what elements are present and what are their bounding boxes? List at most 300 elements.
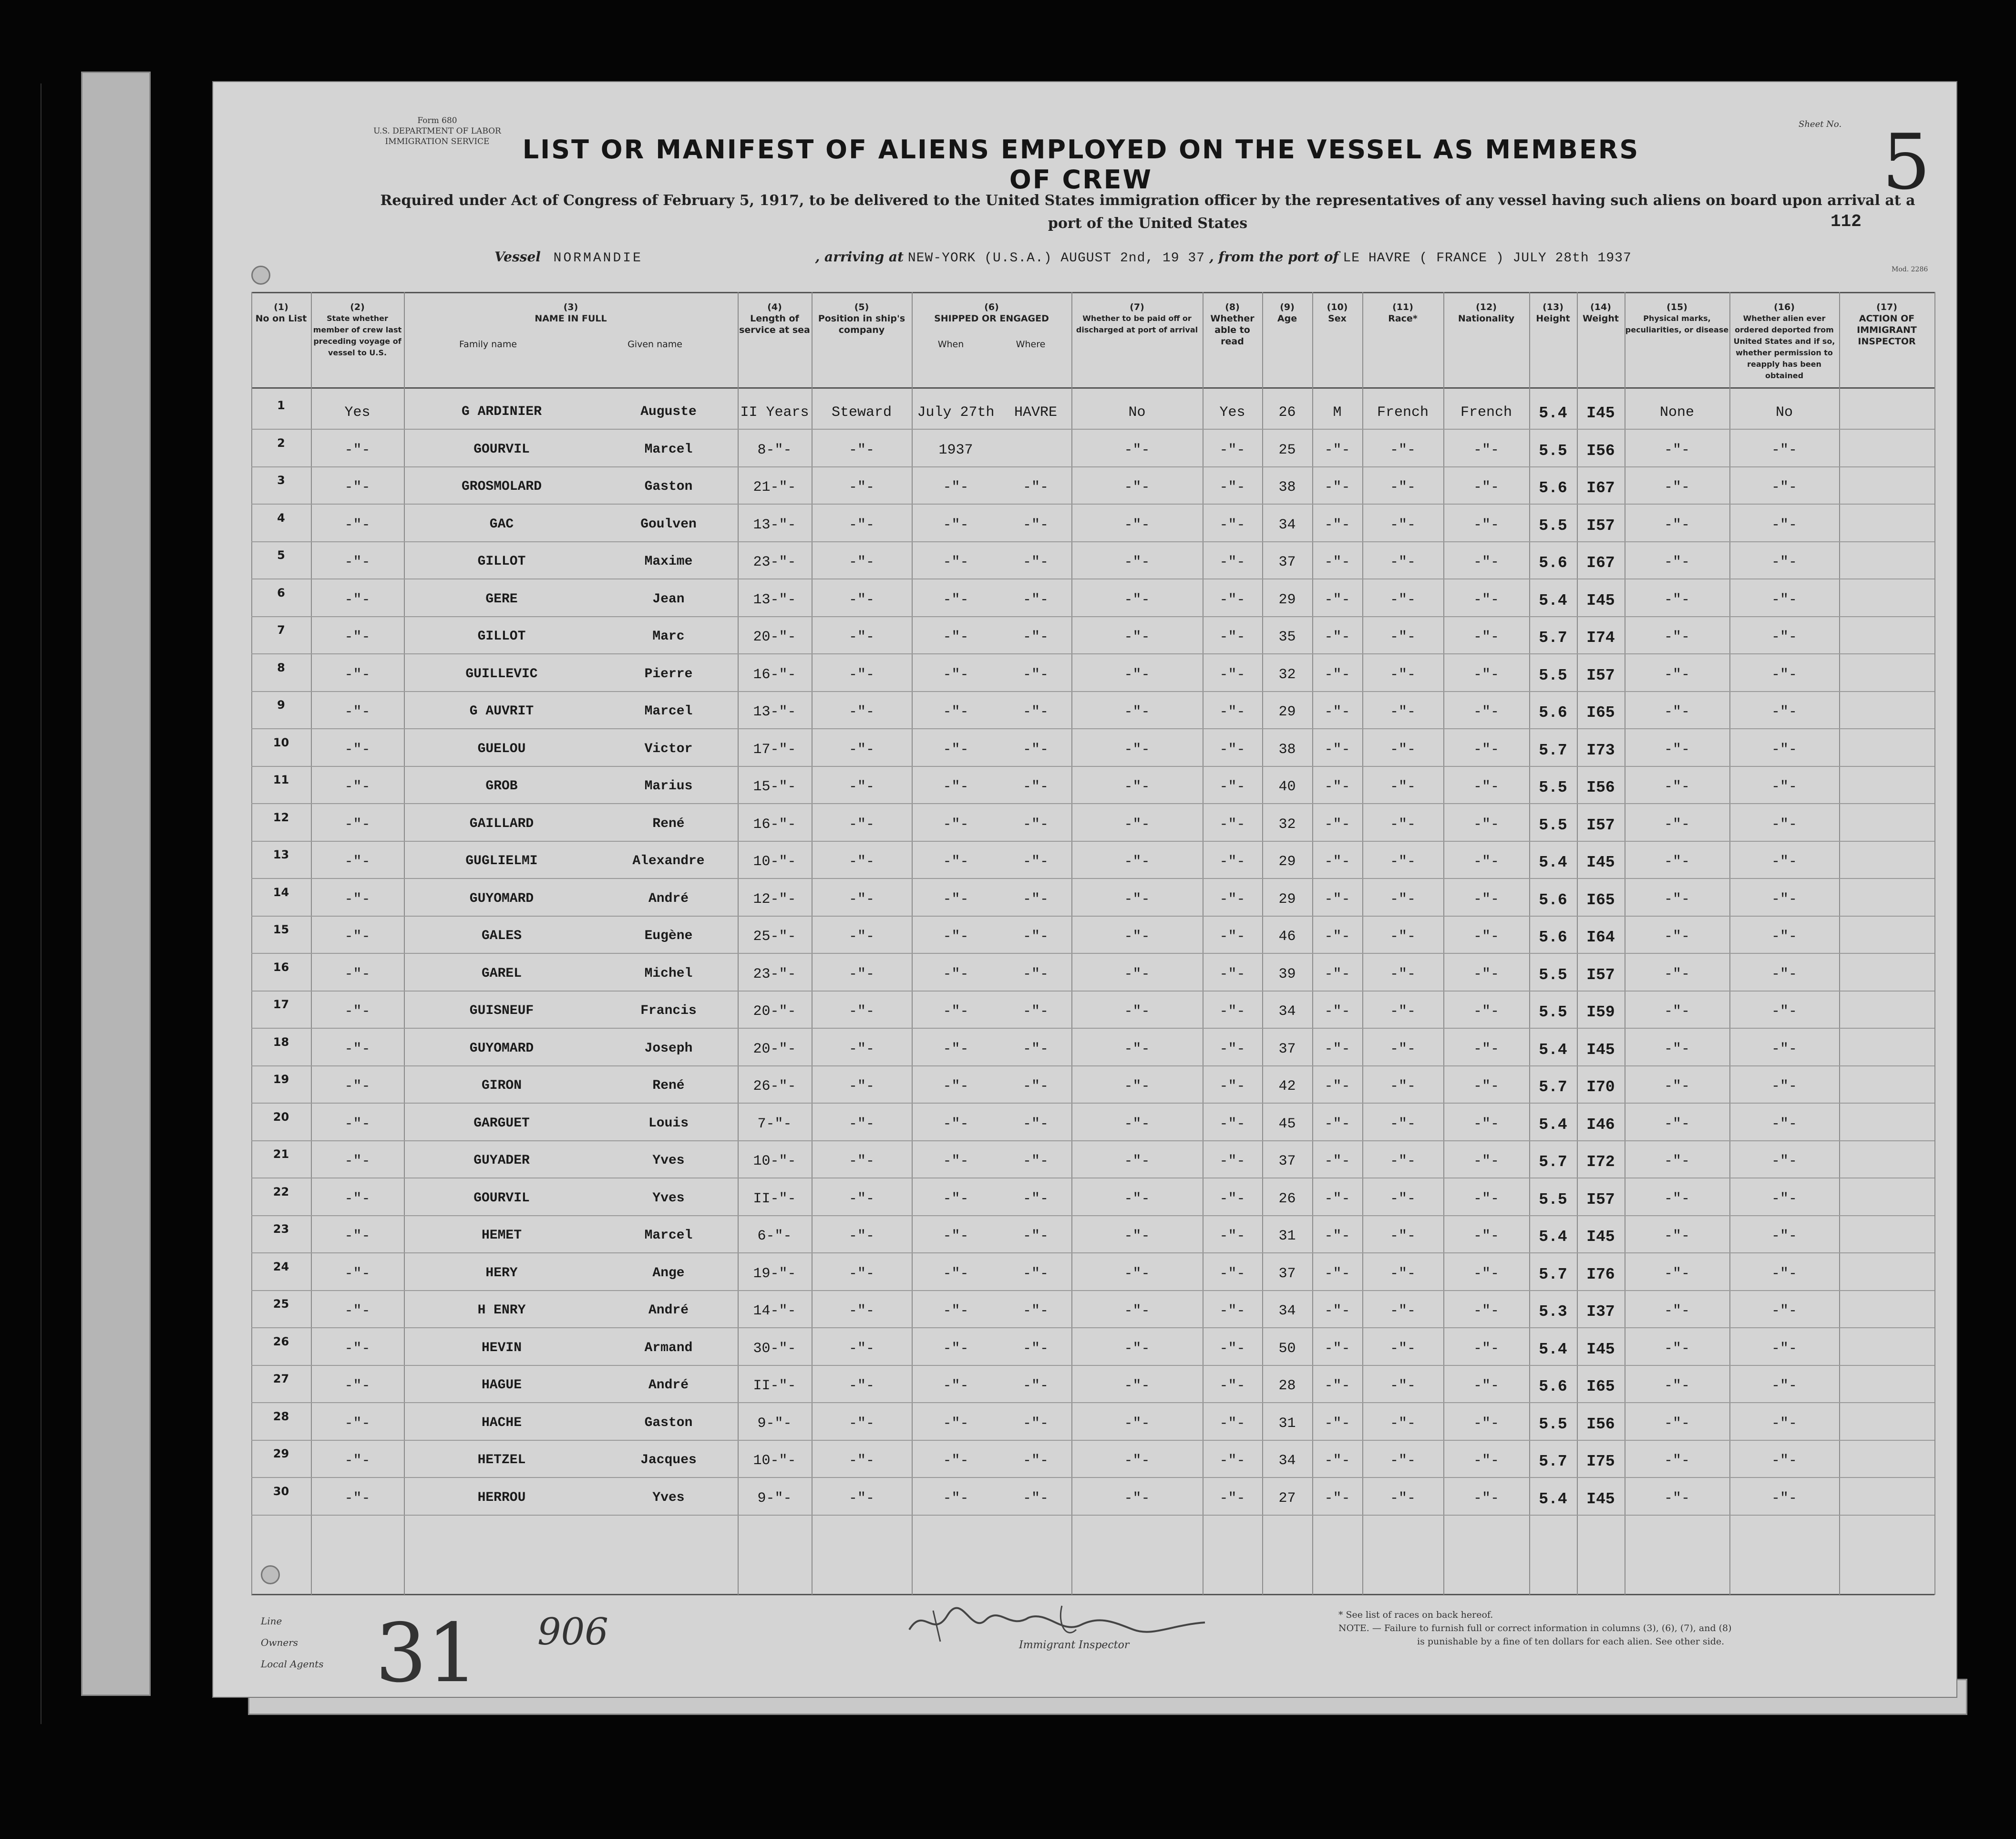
cell-prev: -"- [344, 966, 370, 982]
cell-height: 5.5 [1539, 1190, 1567, 1209]
cell-paid: -"- [1124, 666, 1150, 683]
cell-paid: -"- [1124, 854, 1150, 870]
cell-no: 9 [277, 698, 285, 712]
cell-given: Gaston [644, 1415, 693, 1430]
table-row [213, 1178, 1958, 1216]
cell-marks: -"- [1664, 741, 1690, 758]
cell-age: 38 [1278, 479, 1296, 496]
column-label: Nationality [1458, 313, 1515, 324]
cell-service: 6-"- [757, 1228, 792, 1244]
cell-service: 20-"- [753, 1003, 796, 1020]
cell-paid: -"- [1124, 966, 1150, 982]
cell-height: 5.6 [1539, 929, 1567, 946]
cell-age: 37 [1278, 554, 1296, 570]
cell-read: -"- [1219, 966, 1245, 982]
column-header [1625, 301, 1729, 336]
cell-service: 13-"- [753, 704, 796, 720]
cell-paid: -"- [1124, 1228, 1150, 1244]
cell-age: 34 [1278, 517, 1296, 533]
cell-position: -"- [848, 629, 874, 645]
cell-no: 21 [273, 1147, 289, 1161]
cell-read: -"- [1219, 1490, 1245, 1507]
cell-position: -"- [848, 1378, 874, 1394]
cell-deported: -"- [1771, 1153, 1797, 1169]
cell-position: -"- [848, 966, 874, 982]
cell-when: -"- [943, 554, 969, 570]
column-number: (11) [1392, 302, 1413, 312]
cell-service: II Years [740, 404, 809, 421]
vessel-label: Vessel [494, 249, 541, 265]
cell-given: Ange [652, 1265, 685, 1281]
owners-label: Owners [261, 1637, 298, 1648]
column-label: ACTION OF IMMIGRANT INSPECTOR [1857, 313, 1917, 347]
cell-height: 5.7 [1539, 1265, 1567, 1283]
cell-marks: -"- [1664, 1303, 1690, 1319]
cell-where: -"- [1022, 929, 1049, 945]
cell-position: -"- [848, 1340, 874, 1357]
column-label: Height [1536, 313, 1570, 324]
cell-read: -"- [1219, 779, 1245, 795]
table-row [213, 1440, 1958, 1478]
cell-family: GUGLIELMI [465, 854, 538, 868]
cell-marks: -"- [1664, 442, 1690, 458]
cell-read: -"- [1219, 1265, 1245, 1282]
cell-deported: -"- [1771, 666, 1797, 683]
column-label: NAME IN FULL [535, 313, 607, 324]
cell-given: Pierre [644, 666, 693, 682]
cell-where: -"- [1022, 1003, 1049, 1020]
cell-when: -"- [943, 666, 969, 683]
cell-weight: I67 [1586, 479, 1615, 497]
cell-deported: -"- [1771, 816, 1797, 833]
cell-deported: -"- [1771, 1378, 1797, 1394]
cell-prev: -"- [344, 929, 370, 945]
cell-where: -"- [1022, 779, 1049, 795]
cell-position: -"- [848, 666, 874, 683]
cell-when: -"- [943, 704, 969, 720]
cell-service: 30-"- [753, 1340, 796, 1357]
cell-weight: I45 [1586, 1340, 1615, 1358]
cell-height: 5.6 [1539, 554, 1567, 572]
cell-no: 23 [273, 1222, 289, 1236]
column-label: Position in ship's company [818, 313, 905, 335]
cell-race: -"- [1389, 591, 1416, 608]
cell-race: -"- [1389, 891, 1416, 908]
cell-no: 7 [277, 623, 285, 637]
cell-weight: I64 [1586, 929, 1615, 946]
table-row [213, 841, 1958, 879]
cell-race: -"- [1389, 1228, 1416, 1244]
cell-where: -"- [1022, 1078, 1049, 1095]
cell-sex: -"- [1324, 1453, 1350, 1469]
cell-marks: -"- [1664, 1153, 1690, 1169]
cell-service: II-"- [753, 1190, 796, 1207]
cell-read: -"- [1219, 1415, 1245, 1432]
cell-no: 26 [273, 1334, 289, 1348]
table-row [213, 916, 1958, 954]
cell-read: -"- [1219, 854, 1245, 870]
cell-race: -"- [1389, 1340, 1416, 1357]
cell-where: -"- [1022, 1340, 1049, 1357]
cell-position: -"- [848, 816, 874, 833]
cell-age: 39 [1278, 966, 1296, 982]
cell-position: -"- [848, 1116, 874, 1132]
cell-prev: -"- [344, 1453, 370, 1469]
cell-marks: -"- [1664, 1378, 1690, 1394]
cell-position: -"- [848, 1003, 874, 1020]
cell-marks: -"- [1664, 891, 1690, 908]
cell-marks: -"- [1664, 1041, 1690, 1057]
column-header [912, 301, 1071, 350]
cell-age: 37 [1278, 1041, 1296, 1057]
cell-given: André [648, 891, 689, 906]
cell-sex: -"- [1324, 1078, 1350, 1095]
cell-height: 5.5 [1539, 517, 1567, 535]
cell-nat: -"- [1473, 666, 1499, 683]
department-name: U.S. DEPARTMENT OF LABOR [373, 126, 501, 136]
cell-marks: -"- [1664, 1453, 1690, 1469]
cell-position: -"- [848, 591, 874, 608]
cell-when: -"- [943, 779, 969, 795]
cell-no: 15 [273, 923, 289, 936]
column-header [1362, 301, 1443, 324]
cell-service: 16-"- [753, 816, 796, 833]
cell-deported: -"- [1771, 517, 1797, 533]
cell-given: René [652, 1078, 685, 1093]
table-row [213, 1104, 1958, 1141]
cell-no: 1 [277, 399, 285, 412]
cell-prev: -"- [344, 517, 370, 533]
subtitle-line-2: port of the United States [1048, 215, 1248, 232]
cell-service: 23-"- [753, 554, 796, 570]
cell-no: 25 [273, 1297, 289, 1311]
column-label: Physical marks, peculiarities, or disease [1625, 314, 1729, 334]
cell-family: GAILLARD [469, 816, 534, 831]
table-row [213, 467, 1958, 505]
cell-where: -"- [1022, 591, 1049, 608]
cell-height: 5.4 [1539, 1116, 1567, 1134]
cell-prev: -"- [344, 666, 370, 683]
cell-weight: I45 [1586, 404, 1615, 422]
cell-read: -"- [1219, 1228, 1245, 1244]
cell-nat: -"- [1473, 1003, 1499, 1020]
cell-where: -"- [1022, 741, 1049, 758]
cell-paid: -"- [1124, 1453, 1150, 1469]
cell-height: 5.4 [1539, 1041, 1567, 1059]
cell-race: -"- [1389, 666, 1416, 683]
cell-service: 13-"- [753, 517, 796, 533]
cell-service: 23-"- [753, 966, 796, 982]
cell-height: 5.6 [1539, 1378, 1567, 1395]
cell-prev: -"- [344, 891, 370, 908]
table-row [213, 1253, 1958, 1291]
cell-prev: -"- [344, 854, 370, 870]
table-row [213, 954, 1958, 992]
cell-prev: -"- [344, 1153, 370, 1169]
cell-marks: -"- [1664, 517, 1690, 533]
cell-marks: -"- [1664, 1415, 1690, 1432]
cell-marks: -"- [1664, 1228, 1690, 1244]
cell-no: 11 [273, 773, 289, 786]
cell-prev: -"- [344, 1265, 370, 1282]
cell-read: -"- [1219, 517, 1245, 533]
cell-read: -"- [1219, 1378, 1245, 1394]
cell-service: 14-"- [753, 1303, 796, 1319]
column-label: Weight [1583, 313, 1619, 324]
cell-no: 5 [277, 548, 285, 562]
mod-number: Mod. 2286 [1892, 266, 1928, 273]
cell-deported: -"- [1771, 1003, 1797, 1020]
cell-prev: -"- [344, 779, 370, 795]
cell-weight: I67 [1586, 554, 1615, 572]
cell-service: 8-"- [757, 442, 792, 458]
cell-position: -"- [848, 1190, 874, 1207]
cell-race: -"- [1389, 816, 1416, 833]
cell-where: -"- [1022, 479, 1049, 496]
cell-no: 28 [273, 1409, 289, 1423]
column-label: No on List [255, 313, 307, 324]
cell-deported: -"- [1771, 1303, 1797, 1319]
cell-age: 40 [1278, 779, 1296, 795]
column-number: (10) [1327, 302, 1348, 312]
column-header [738, 301, 812, 336]
handwritten-number: 31 [375, 1606, 479, 1701]
cell-sex: -"- [1324, 1303, 1350, 1319]
cell-weight: I46 [1586, 1116, 1615, 1134]
cell-paid: -"- [1124, 517, 1150, 533]
cell-family: GOURVIL [473, 1190, 530, 1206]
cell-family: GOURVIL [473, 442, 530, 457]
cell-no: 12 [273, 810, 289, 824]
cell-service: 12-"- [753, 891, 796, 908]
cell-sex: -"- [1324, 591, 1350, 608]
sheet-number: 5 [1882, 117, 1931, 207]
cell-given: Jean [652, 591, 685, 607]
cell-race: -"- [1389, 479, 1416, 496]
cell-nat: -"- [1473, 1453, 1499, 1469]
cell-given: Alexandre [632, 854, 705, 868]
cell-read: -"- [1219, 1153, 1245, 1169]
cell-deported: -"- [1771, 1340, 1797, 1357]
cell-age: 29 [1278, 854, 1296, 870]
cell-prev: -"- [344, 1041, 370, 1057]
cell-weight: I65 [1586, 891, 1615, 909]
cell-nat: -"- [1473, 741, 1499, 758]
cell-race: -"- [1389, 1265, 1416, 1282]
cell-marks: -"- [1664, 554, 1690, 570]
cell-when: -"- [943, 1490, 969, 1507]
cell-age: 45 [1278, 1116, 1296, 1132]
cell-read: -"- [1219, 891, 1245, 908]
table-row [213, 1029, 1958, 1066]
column-label: Race* [1388, 313, 1418, 324]
cell-when: -"- [943, 1453, 969, 1469]
cell-family: H ENRY [477, 1303, 526, 1318]
cell-read: Yes [1219, 404, 1245, 421]
cell-sex: -"- [1324, 629, 1350, 645]
cell-age: 32 [1278, 816, 1296, 833]
cell-nat: -"- [1473, 854, 1499, 870]
cell-prev: -"- [344, 629, 370, 645]
cell-position: -"- [848, 517, 874, 533]
cell-sex: -"- [1324, 442, 1350, 458]
cell-paid: -"- [1124, 1116, 1150, 1132]
cell-read: -"- [1219, 929, 1245, 945]
cell-age: 29 [1278, 704, 1296, 720]
cell-nat: -"- [1473, 966, 1499, 982]
cell-paid: -"- [1124, 442, 1150, 458]
penalty-note-2: is punishable by a fine of ten dollars for each alien. See other side. [1417, 1636, 1725, 1647]
cell-service: 10-"- [753, 1153, 796, 1169]
cell-deported: -"- [1771, 554, 1797, 570]
cell-marks: -"- [1664, 704, 1690, 720]
cell-age: 25 [1278, 442, 1296, 458]
cell-prev: -"- [344, 816, 370, 833]
cell-given: Marcel [644, 442, 693, 457]
cell-prev: -"- [344, 1116, 370, 1132]
cell-weight: I45 [1586, 854, 1615, 871]
cell-paid: -"- [1124, 1490, 1150, 1507]
cell-race: -"- [1389, 741, 1416, 758]
cell-nat: French [1460, 404, 1512, 421]
column-header [1203, 301, 1262, 347]
cell-no: 10 [273, 735, 289, 749]
cell-age: 27 [1278, 1490, 1296, 1507]
cell-paid: -"- [1124, 779, 1150, 795]
cell-nat: -"- [1473, 1490, 1499, 1507]
cell-nat: -"- [1473, 1265, 1499, 1282]
cell-when: -"- [943, 591, 969, 608]
table-row [213, 766, 1958, 804]
cell-family: HERY [485, 1265, 518, 1281]
cell-height: 5.7 [1539, 1078, 1567, 1096]
subtitle-line-1: Required under Act of Congress of February 5, 1917, to be delivered to the United States immigration officer by the representatives of any vessel having such aliens on board upon arrival at a [380, 192, 1915, 209]
vessel-line [494, 249, 1925, 266]
cell-weight: I57 [1586, 816, 1615, 834]
handwritten-note: 906 [537, 1611, 608, 1653]
cell-weight: I65 [1586, 1378, 1615, 1395]
cell-service: 25-"- [753, 929, 796, 945]
cell-given: Eugène [644, 929, 693, 943]
cell-marks: -"- [1664, 479, 1690, 496]
cell-family: HERROU [477, 1490, 526, 1505]
cell-age: 50 [1278, 1340, 1296, 1357]
cell-race: -"- [1389, 1190, 1416, 1207]
cell-family: GUYOMARD [469, 891, 534, 906]
cell-read: -"- [1219, 741, 1245, 758]
footer-notes [1338, 1608, 1863, 1648]
column-header [1577, 301, 1625, 324]
cell-age: 38 [1278, 741, 1296, 758]
cell-sex: -"- [1324, 1490, 1350, 1507]
cell-no: 27 [273, 1372, 289, 1385]
cell-sex: -"- [1324, 854, 1350, 870]
cell-position: -"- [848, 1303, 874, 1319]
column-subheader: Given name [627, 339, 682, 350]
cell-position: Steward [831, 404, 892, 421]
cell-race: French [1377, 404, 1429, 421]
cell-nat: -"- [1473, 591, 1499, 608]
cell-given: Goulven [640, 517, 697, 532]
cell-age: 34 [1278, 1303, 1296, 1319]
cell-paid: -"- [1124, 1190, 1150, 1207]
cell-deported: -"- [1771, 929, 1797, 945]
cell-deported: -"- [1771, 629, 1797, 645]
cell-marks: -"- [1664, 854, 1690, 870]
cell-age: 31 [1278, 1228, 1296, 1244]
cell-when: -"- [943, 1078, 969, 1095]
table-row [213, 1478, 1958, 1516]
cell-read: -"- [1219, 666, 1245, 683]
cell-weight: I70 [1586, 1078, 1615, 1096]
table-row [213, 505, 1958, 542]
column-number: (3) [563, 302, 578, 312]
cell-position: -"- [848, 1415, 874, 1432]
cell-when: -"- [943, 1003, 969, 1020]
cell-where: HAVRE [1014, 404, 1057, 421]
page-number: 112 [1831, 212, 1862, 231]
cell-position: -"- [848, 891, 874, 908]
cell-deported: -"- [1771, 1041, 1797, 1057]
cell-no: 16 [273, 960, 289, 974]
column-header [1312, 301, 1362, 324]
form-number: Form 680 [417, 116, 457, 125]
cell-height: 5.5 [1539, 1003, 1567, 1021]
cell-read: -"- [1219, 816, 1245, 833]
cell-age: 34 [1278, 1003, 1296, 1020]
cell-paid: -"- [1124, 554, 1150, 570]
from-label: , from the port of [1209, 249, 1339, 265]
column-header [1443, 301, 1529, 324]
cell-age: 32 [1278, 666, 1296, 683]
cell-service: 19-"- [753, 1265, 796, 1282]
cell-height: 5.3 [1539, 1303, 1567, 1321]
cell-no: 29 [273, 1447, 289, 1460]
cell-height: 5.4 [1539, 404, 1567, 422]
cell-sex: -"- [1324, 1378, 1350, 1394]
cell-where: -"- [1022, 1415, 1049, 1432]
column-header [812, 301, 912, 336]
cell-family: HAGUE [481, 1378, 522, 1393]
cell-age: 46 [1278, 929, 1296, 945]
cell-deported: -"- [1771, 704, 1797, 720]
cell-height: 5.5 [1539, 779, 1567, 796]
cell-marks: -"- [1664, 666, 1690, 683]
cell-family: GAREL [481, 966, 522, 981]
cell-nat: -"- [1473, 929, 1499, 945]
cell-sex: -"- [1324, 517, 1350, 533]
underlying-page-edge [81, 72, 151, 1696]
cell-marks: -"- [1664, 1078, 1690, 1095]
cell-when: -"- [943, 816, 969, 833]
cell-read: -"- [1219, 629, 1245, 645]
cell-no: 4 [277, 511, 285, 525]
cell-prev: -"- [344, 1003, 370, 1020]
cell-marks: -"- [1664, 1003, 1690, 1020]
cell-race: -"- [1389, 1378, 1416, 1394]
cell-position: -"- [848, 929, 874, 945]
cell-no: 13 [273, 848, 289, 861]
cell-given: Marius [644, 779, 693, 794]
cell-paid: No [1128, 404, 1146, 421]
table-row [213, 392, 1958, 430]
cell-paid: -"- [1124, 1415, 1150, 1432]
cell-no: 24 [273, 1260, 289, 1273]
cell-sex: -"- [1324, 1190, 1350, 1207]
cell-no: 8 [277, 661, 285, 674]
cell-family: GERE [485, 591, 518, 607]
cell-race: -"- [1389, 779, 1416, 795]
